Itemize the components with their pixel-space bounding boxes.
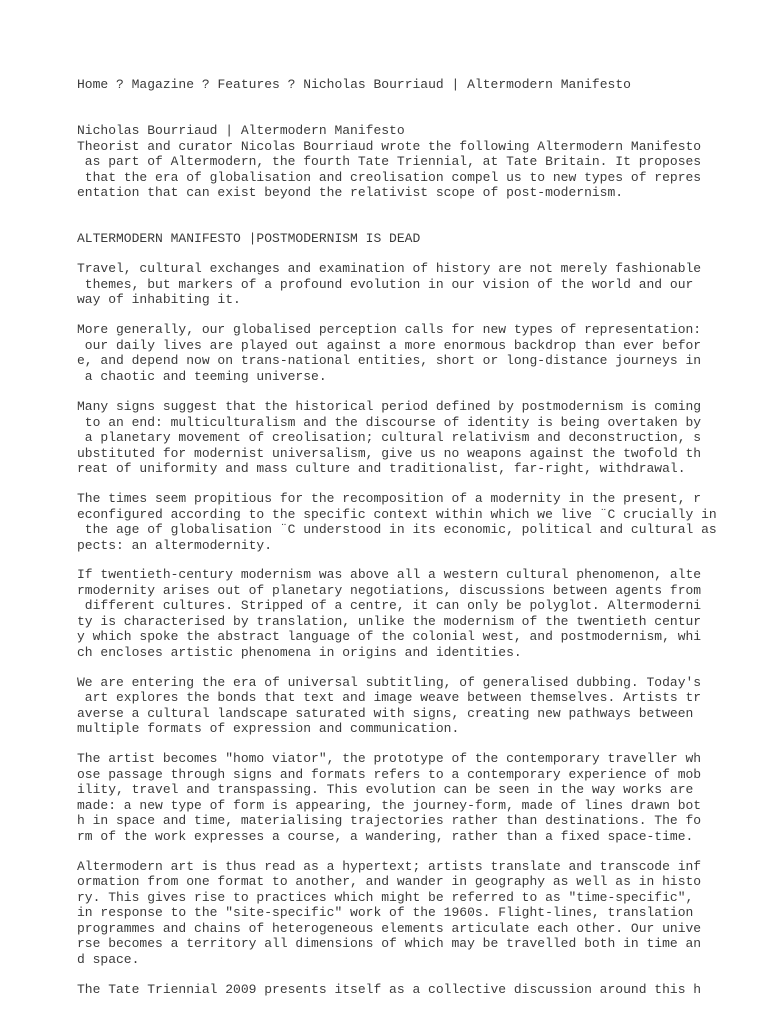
- document-page: [77, 0, 757, 997]
- paragraph-line: rse becomes a territory all dimensions of which may be travelled both in time an: [77, 936, 702, 951]
- paragraph-line: y which spoke the abstract language of the colonial west, and postmodernism, whi: [77, 629, 702, 644]
- paragraph-line: ubstituted for modernist universalism, give us no weapons against the twofold th: [77, 446, 702, 461]
- breadcrumb-separator: ?: [279, 77, 304, 92]
- paragraph-line: econfigured according to the specific context within which we live ¨C crucially in: [77, 507, 717, 522]
- paragraph-line: programmes and chains of heterogeneous elements articulate each other. Our unive: [77, 921, 702, 936]
- paragraph-line: e, and depend now on trans-national entities, short or long-distance journeys in: [77, 353, 702, 368]
- paragraph-line: Travel, cultural exchanges and examination of history are not merely fashionable: [77, 261, 702, 276]
- breadcrumb-features-link[interactable]: Features: [217, 77, 280, 92]
- paragraph-line: The Tate Triennial 2009 presents itself as a collective discussion around this h: [77, 982, 702, 997]
- paragraph-line: a planetary movement of creolisation; cultural relativism and deconstruction, s: [77, 430, 702, 445]
- paragraph-line: the age of globalisation ¨C understood in its economic, political and cultural as: [77, 522, 717, 537]
- paragraph-line: ormation from one format to another, and wander in geography as well as in histo: [77, 874, 702, 889]
- article-title: Nicholas Bourriaud | Altermodern Manifesto: [77, 123, 405, 138]
- breadcrumb: [77, 77, 631, 93]
- paragraph-line: If twentieth-century modernism was above all a western cultural phenomenon, alte: [77, 567, 702, 582]
- paragraph-line: pects: an altermodernity.: [77, 538, 273, 553]
- section-heading: ALTERMODERN MANIFESTO |POSTMODERNISM IS DEAD: [77, 231, 421, 246]
- paragraph-line: ose passage through signs and formats refers to a contemporary experience of mob: [77, 767, 702, 782]
- paragraph-line: way of inhabiting it.: [77, 292, 241, 307]
- paragraph-line: in response to the "site-specific" work of the 1960s. Flight-lines, translation: [77, 905, 694, 920]
- breadcrumb-current: Nicholas Bourriaud | Altermodern Manifesto: [303, 77, 631, 92]
- intro-line: as part of Altermodern, the fourth Tate Triennial, at Tate Britain. It proposes: [77, 154, 702, 169]
- paragraph-line: different cultures. Stripped of a centre, it can only be polyglot. Altermoderni: [77, 598, 702, 613]
- paragraph-line: averse a cultural landscape saturated with signs, creating new pathways between: [77, 706, 694, 721]
- paragraph-line: ch encloses artistic phenomena in origins and identities.: [77, 645, 522, 660]
- breadcrumb-separator: ?: [108, 77, 132, 92]
- paragraph-line: h in space and time, materialising trajectories rather than destinations. The fo: [77, 813, 702, 828]
- paragraph-line: multiple formats of expression and communication.: [77, 721, 460, 736]
- paragraph-line: our daily lives are played out against a more enormous backdrop than ever befor: [77, 338, 702, 353]
- paragraph-line: made: a new type of form is appearing, the journey-form, made of lines drawn bot: [77, 798, 702, 813]
- paragraph-line: ty is characterised by translation, unlike the modernism of the twentieth centur: [77, 614, 702, 629]
- paragraph-line: The times seem propitious for the recomposition of a modernity in the present, r: [77, 491, 702, 506]
- paragraph-line: themes, but markers of a profound evolution in our vision of the world and our: [77, 277, 694, 292]
- intro-line: Theorist and curator Nicolas Bourriaud wrote the following Altermodern Manifesto: [77, 139, 702, 154]
- paragraph-line: d space.: [77, 952, 140, 967]
- breadcrumb-separator: ?: [194, 77, 218, 92]
- breadcrumb-magazine-link[interactable]: Magazine: [131, 77, 195, 92]
- paragraph-line: More generally, our globalised perception calls for new types of representation:: [77, 322, 702, 337]
- paragraph-line: We are entering the era of universal subtitling, of generalised dubbing. Today's: [77, 675, 702, 690]
- paragraph-line: a chaotic and teeming universe.: [77, 369, 327, 384]
- paragraph-line: ry. This gives rise to practices which might be referred to as "time-specific",: [77, 890, 694, 905]
- breadcrumb-home-link[interactable]: Home: [77, 77, 109, 92]
- paragraph-line: art explores the bonds that text and image weave between themselves. Artists tr: [77, 690, 702, 705]
- intro-line: that the era of globalisation and creolisation compel us to new types of repres: [77, 170, 702, 185]
- intro-line: entation that can exist beyond the relativist scope of post-modernism.: [77, 185, 624, 200]
- paragraph-line: reat of uniformity and mass culture and traditionalist, far-right, withdrawal.: [77, 461, 686, 476]
- paragraph-line: Many signs suggest that the historical period defined by postmodernism is coming: [77, 399, 702, 414]
- paragraph-line: to an end: multiculturalism and the discourse of identity is being overtaken by: [77, 415, 702, 430]
- paragraph-line: Altermodern art is thus read as a hypertext; artists translate and transcode inf: [77, 859, 702, 874]
- paragraph-line: The artist becomes "homo viator", the prototype of the contemporary traveller wh: [77, 751, 702, 766]
- paragraph-line: rmodernity arises out of planetary negotiations, discussions between agents from: [77, 583, 702, 598]
- paragraph-line: rm of the work expresses a course, a wandering, rather than a fixed space-time.: [77, 829, 694, 844]
- paragraph-line: ility, travel and transpassing. This evolution can be seen in the way works are: [77, 782, 694, 797]
